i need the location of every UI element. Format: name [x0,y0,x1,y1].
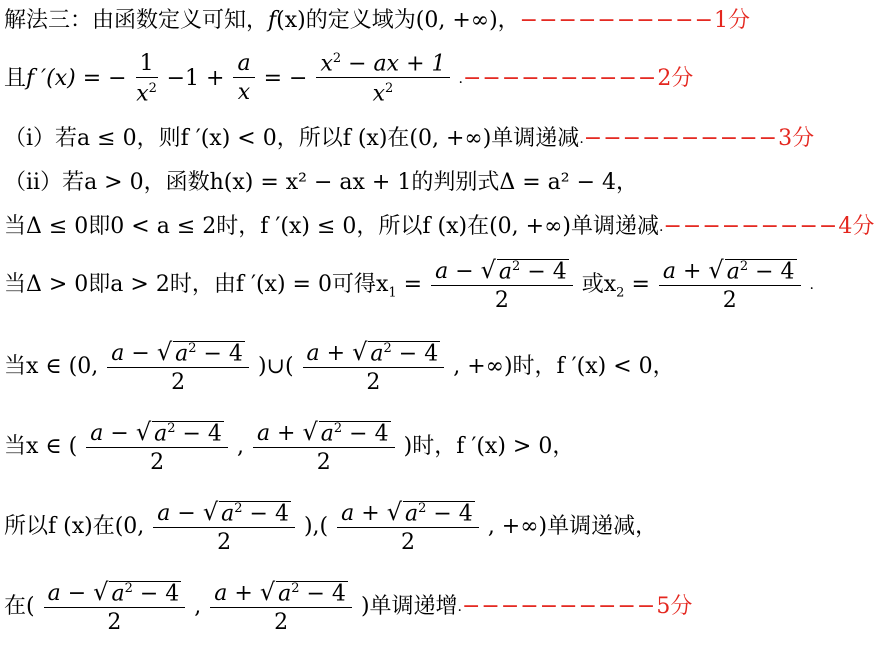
math: , [236,434,244,459]
denominator [316,78,449,105]
exponent: 2 [124,580,133,596]
text: 当x ∈ (0, [4,354,99,379]
denominator: 2 [400,530,415,555]
numerator [107,340,249,368]
radicand [403,501,475,525]
radical-sign: √ [135,418,152,446]
math: + [319,341,353,366]
math: a [47,581,61,606]
math: − 4 [242,501,289,526]
line-3 [4,128,814,150]
radical-sign: √ [302,418,318,446]
root-fraction-plus [210,580,352,634]
math: a [154,421,168,446]
period: . [458,70,463,87]
text: 且 [4,65,27,91]
line-4 [4,172,638,194]
numerator [153,500,295,528]
denominator: 2 [316,450,331,475]
math: a [320,421,334,446]
line-1 [4,10,750,32]
math: a [370,341,384,366]
math: (x) [276,8,306,33]
fraction [316,52,449,106]
math: − 4 [520,259,567,284]
math: )∪( [257,354,294,379]
dashes: −−−−−−−−−− [519,8,715,33]
math: − [60,581,94,606]
math: − [448,259,481,284]
math: − 4 [196,341,243,366]
exponent: 2 [188,340,197,356]
math: a [278,581,292,606]
radicand [109,581,181,605]
root-fraction-plus [253,420,395,474]
math: a [662,259,676,284]
line-10 [4,580,692,634]
math: = [624,272,657,297]
root-fraction-minus [44,580,186,634]
math: a [341,501,355,526]
exponent: 2 [291,580,300,596]
dashes: −−−−−−−−−− [583,126,779,151]
math: − 4 [132,581,180,606]
root-fraction-plus [337,500,479,554]
root-fraction-minus [86,420,228,474]
math: x [320,51,333,77]
numerator: a [233,53,254,78]
exponent: 2 [234,500,243,516]
text: , +∞)时，f ′(x) < 0， [453,354,675,379]
denominator: 2 [494,288,509,313]
denominator: 2 [150,450,165,475]
numerator [431,258,573,286]
math: − 4 [299,581,346,606]
line-7 [4,340,675,394]
line-8 [4,420,574,474]
radicand [219,501,291,525]
math: a [498,259,513,284]
math: a [726,259,740,284]
denominator: 2 [274,610,289,635]
text: , +∞)单调递减， [487,514,658,539]
math: x [372,81,386,107]
subscript: 2 [616,285,625,301]
math: + [676,259,709,284]
text: 所以f (x)在(0, [4,514,145,539]
subscript: 1 [388,285,397,301]
radicand [152,421,224,445]
radical-sign: √ [480,256,496,284]
root-fraction-minus [107,340,249,394]
radical-sign: √ [386,498,402,526]
math: a [214,581,228,606]
period: . [457,599,462,615]
math: f ′(x) = − [26,65,127,91]
line-5 [4,216,874,238]
math: − 4 [175,421,222,446]
math: + [227,581,260,606]
radicand [725,259,797,283]
fraction [136,50,158,106]
exponent: 2 [512,258,521,274]
score-4: 4分 [838,214,875,239]
math: − ax + 1 [341,51,446,77]
dashes: −−−−−−−−−− [462,65,658,91]
radical-sign: √ [156,338,173,366]
math: a [157,501,171,526]
numerator [44,580,186,608]
denominator: x [237,80,251,106]
line-6 [4,258,814,312]
text: 当Δ ≤ 0即0 < a ≤ 2时，f ′(x) ≤ 0，所以f (x)在(0, +∞)单调递减 [4,214,659,239]
math: a [306,341,320,366]
math: ),( [303,514,329,539]
text: 或x [581,272,617,297]
math: − 4 [342,421,389,446]
numerator [659,258,801,286]
numerator [86,420,228,448]
math: − [170,501,203,526]
radical-sign: √ [708,256,724,284]
exponent: 2 [418,500,427,516]
math: , [194,594,202,619]
dashes: −−−−−−−−− [663,214,839,239]
math: f [268,8,277,33]
math: a [221,501,235,526]
line-2 [4,52,693,106]
math: − 4 [391,341,439,366]
denominator: 2 [107,610,122,635]
radical-sign: √ [352,338,368,366]
text: )时，f ′(x) > 0， [403,434,575,459]
math: = − [263,65,308,91]
text: 解法三：由函数定义可知， [4,8,269,33]
math: a [111,341,125,366]
denominator: 2 [171,370,186,395]
radicand [319,421,391,445]
math: − 4 [748,259,795,284]
radicand [368,341,440,365]
math: − [124,341,157,366]
radical-sign: √ [259,578,276,606]
numerator [316,52,449,78]
period: . [659,219,664,235]
radicand [497,259,569,283]
text: 在( [4,594,35,619]
exponent: 2 [739,258,749,274]
math: + [270,421,303,446]
text: （i）若a ≤ 0，则f ′(x) < 0，所以f (x)在(0, +∞)单调递减 [4,126,580,151]
math: a [404,501,419,526]
root-fraction-minus [153,500,295,554]
period: . [809,277,814,293]
math: a [175,341,189,366]
root-fraction-minus [431,258,573,312]
text: 的定义域为(0, +∞)， [305,8,520,33]
text: （ii）若a > 0，函数h(x) = x² − ax + 1的判别式Δ = a² − 4， [4,170,639,195]
text: 当Δ > 0即a > 2时，由f ′(x) = 0可得x [4,272,389,297]
denominator: 2 [722,288,737,313]
denominator [136,78,158,105]
numerator [253,420,395,448]
score-5: 5分 [656,594,693,619]
math: a [111,581,125,606]
numerator [337,500,479,528]
radical-sign: √ [93,578,109,606]
math: x [136,80,149,106]
math: = [396,272,430,297]
score-1: 1分 [714,8,751,33]
exponent: 2 [332,51,342,66]
root-fraction-plus [659,258,801,312]
exponent: 2 [148,80,157,96]
math: a [90,421,104,446]
exponent: 2 [167,420,176,436]
text: )单调递增 [360,594,458,619]
text: 当x ∈ ( [4,434,78,459]
denominator: 2 [366,370,381,395]
numerator [303,340,445,368]
exponent: 2 [385,81,394,97]
radicand [173,341,245,365]
dashes: −−−−−−−−−− [461,594,657,619]
denominator: 2 [217,530,232,555]
exponent: 2 [383,340,392,356]
score-2: 2分 [657,65,694,91]
numerator: 1 [136,53,158,78]
root-fraction-plus [303,340,445,394]
period: . [579,131,584,147]
score-3: 3分 [778,126,815,151]
math: a [435,259,449,284]
math: − [103,421,136,446]
line-9 [4,500,657,554]
math: − 4 [426,501,473,526]
math: −1 + [166,65,225,91]
numerator [210,580,352,608]
exponent: 2 [333,420,343,436]
math: + [354,501,387,526]
fraction [233,53,254,104]
math: a [256,421,271,446]
radical-sign: √ [202,498,219,526]
radicand [276,581,348,605]
